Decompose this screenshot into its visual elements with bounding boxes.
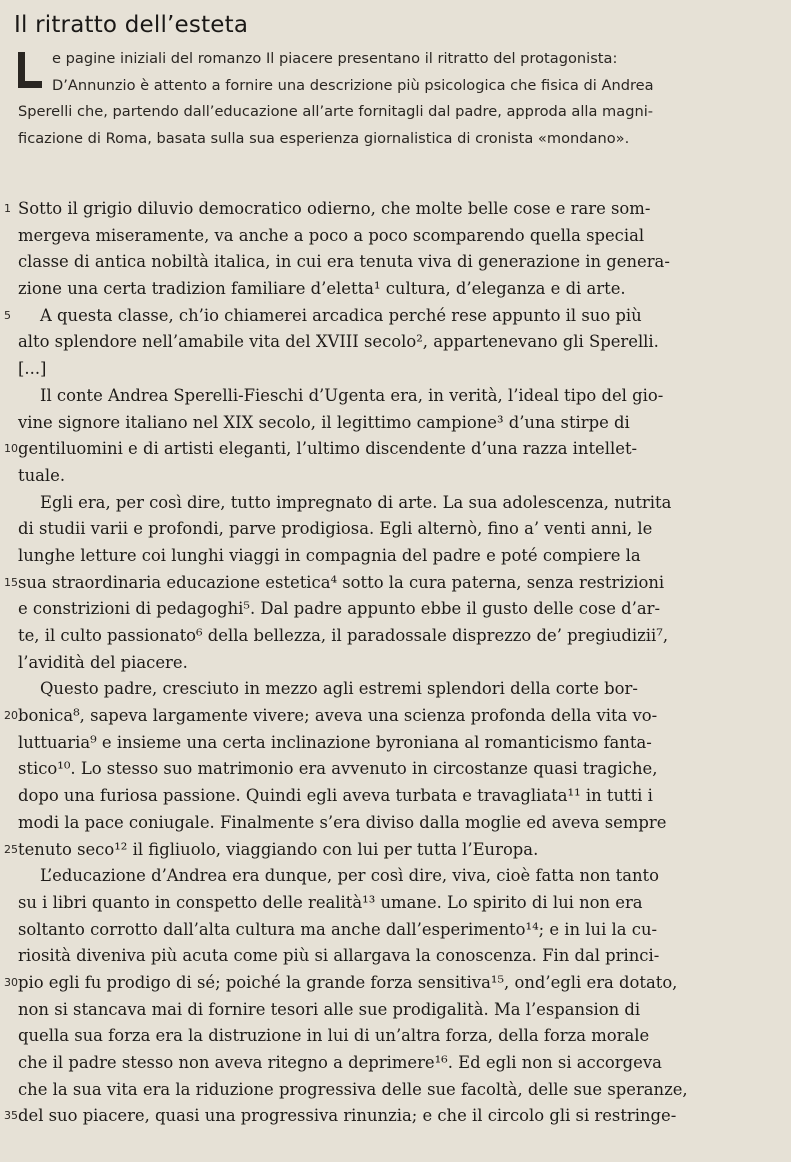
text-line bbox=[4, 436, 770, 463]
text-line bbox=[18, 223, 770, 250]
line-text: e constrizioni di pedagoghi⁵. Dal padre appunto ebbe il gusto delle cose d’ar- bbox=[18, 599, 661, 619]
line-text: pio egli fu prodigo di sé; poiché la grande forza sensitiva¹⁵, ond’egli era dotato, bbox=[18, 972, 678, 992]
text-line bbox=[18, 490, 770, 517]
text-line bbox=[18, 410, 770, 437]
line-text: stico¹⁰. Lo stesso suo matrimonio era avvenuto in circostanze quasi tragiche, bbox=[18, 759, 658, 779]
line-text: non si stancava mai di fornire tesori alle sue prodigalità. Ma l’espansion di bbox=[18, 999, 641, 1019]
line-text: A questa classe, ch’io chiamerei arcadica perché rese appunto il suo più bbox=[40, 305, 642, 325]
text-line bbox=[18, 463, 770, 490]
line-text: Egli era, per così dire, tutto impregnato di arte. La sua adolescenza, nutrita bbox=[40, 492, 672, 512]
line-number: 15 bbox=[4, 575, 18, 589]
text-line bbox=[4, 570, 770, 597]
page-title: Il ritratto dell’esteta bbox=[14, 12, 249, 38]
line-text: zione una certa tradizion familiare d’eletta¹ cultura, d’eleganza e di arte. bbox=[18, 279, 626, 299]
text-line bbox=[18, 249, 770, 276]
line-text: di studii varii e profondi, parve prodigiosa. Egli alternò, fino a’ venti anni, le bbox=[18, 519, 653, 539]
novel-excerpt bbox=[4, 196, 770, 1130]
text-line bbox=[18, 863, 770, 890]
text-line bbox=[18, 810, 770, 837]
text-line bbox=[4, 837, 770, 864]
intro-line: ficazione di Roma, basata sulla sua esperienza giornalistica di cronista «mondano». bbox=[18, 129, 630, 147]
line-text: [...] bbox=[18, 359, 47, 379]
line-text: che la sua vita era la riduzione progressiva delle sue facoltà, delle sue speranze, bbox=[18, 1079, 688, 1099]
text-line bbox=[18, 756, 770, 783]
text-line bbox=[18, 1023, 770, 1050]
text-line bbox=[18, 730, 770, 757]
line-text: del suo piacere, quasi una progressiva rinunzia; e che il circolo gli si restringe- bbox=[18, 1106, 677, 1126]
line-text: sua straordinaria educazione estetica⁴ sotto la cura paterna, senza restrizioni bbox=[18, 572, 665, 592]
text-line bbox=[4, 1103, 770, 1130]
text-line bbox=[18, 1077, 770, 1104]
text-line bbox=[18, 276, 770, 303]
line-number: 5 bbox=[4, 308, 11, 322]
line-text: mergeva miseramente, va anche a poco a poco scomparendo quella special bbox=[18, 225, 645, 245]
line-text: riosità diveniva più acuta come più si allargava la conoscenza. Fin dal princi- bbox=[18, 946, 660, 966]
text-line bbox=[18, 997, 770, 1024]
intro-line: D’Annunzio è attento a fornire una descrizione più psicologica che fisica di Andrea bbox=[52, 76, 654, 94]
line-text: l’avidità del piacere. bbox=[18, 652, 188, 672]
line-text: soltanto corrotto dall’alta cultura ma anche dall’esperimento¹⁴; e in lui la cu- bbox=[18, 919, 658, 939]
line-text: Sotto il grigio diluvio democratico odierno, che molte belle cose e rare som- bbox=[18, 199, 651, 218]
line-text: Il conte Andrea Sperelli-Fieschi d’Ugenta era, in verità, l’ideal tipo del gio- bbox=[40, 385, 664, 405]
text-line bbox=[18, 596, 770, 623]
text-line bbox=[18, 943, 770, 970]
text-line bbox=[18, 783, 770, 810]
text-line bbox=[18, 329, 770, 356]
line-text: tuale. bbox=[18, 465, 66, 485]
line-text: che il padre stesso non aveva ritegno a deprimere¹⁶. Ed egli non si accorgeva bbox=[18, 1053, 662, 1072]
line-text: su i libri quanto in conspetto delle realità¹³ umane. Lo spirito di lui non era bbox=[18, 892, 643, 912]
text-line bbox=[18, 383, 770, 410]
text-line bbox=[4, 303, 770, 330]
line-number: 30 bbox=[4, 975, 18, 989]
line-text: te, il culto passionato⁶ della bellezza, il paradossale disprezzo de’ pregiudizii⁷, bbox=[18, 626, 669, 645]
line-text: modi la pace coniugale. Finalmente s’era diviso dalla moglie ed aveva sempre bbox=[18, 812, 667, 832]
line-text: alto splendore nell’amabile vita del XVIII secolo², appartenevano gli Sperelli. bbox=[18, 332, 659, 352]
text-line bbox=[18, 543, 770, 570]
text-line bbox=[18, 623, 770, 650]
line-text: classe di antica nobiltà italica, in cui era tenuta viva di generazione in genera- bbox=[18, 252, 670, 272]
line-number: 1 bbox=[4, 202, 11, 215]
line-number: 20 bbox=[4, 709, 18, 723]
line-text: bonica⁸, sapeva largamente vivere; aveva una scienza profonda della vita vo- bbox=[18, 706, 658, 726]
text-line bbox=[4, 970, 770, 997]
text-line bbox=[18, 676, 770, 703]
line-text: tenuto seco¹² il figliuolo, viaggiando con lui per tutta l’Europa. bbox=[18, 839, 539, 859]
text-line bbox=[18, 516, 770, 543]
line-text: gentiluomini e di artisti eleganti, l’ultimo discendente d’una razza intellet- bbox=[18, 439, 638, 459]
text-line bbox=[18, 890, 770, 917]
line-text: L’educazione d’Andrea era dunque, per così dire, viva, cioè fatta non tanto bbox=[40, 866, 660, 886]
intro-box bbox=[18, 46, 780, 152]
text-line bbox=[18, 917, 770, 944]
text-line bbox=[18, 356, 770, 383]
line-text: dopo una furiosa passione. Quindi egli aveva turbata e travagliata¹¹ in tutti i bbox=[18, 786, 653, 806]
text-line bbox=[18, 1050, 770, 1077]
line-text: quella sua forza era la distruzione in lui di un’altra forza, della forza morale bbox=[18, 1026, 650, 1046]
line-text: vine signore italiano nel XIX secolo, il legittimo campione³ d’una stirpe di bbox=[18, 412, 630, 432]
text-line bbox=[4, 196, 770, 223]
line-text: luttuaria⁹ e insieme una certa inclinazione byroniana al romanticismo fanta- bbox=[18, 732, 652, 752]
line-number: 35 bbox=[4, 1109, 18, 1123]
line-text: lunghe letture coi lunghi viaggi in compagnia del padre e poté compiere la bbox=[18, 545, 641, 565]
intro-line: Sperelli che, partendo dall’educazione all’arte fornitagli dal padre, approda alla magni- bbox=[18, 103, 654, 120]
text-line bbox=[4, 703, 770, 730]
line-text: Questo padre, cresciuto in mezzo agli estremi splendori della corte bor- bbox=[40, 679, 638, 699]
intro-line: e pagine iniziali del romanzo Il piacere presentano il ritratto del protagonista: bbox=[52, 50, 618, 67]
line-number: 10 bbox=[4, 442, 18, 456]
text-line bbox=[18, 650, 770, 677]
line-number: 25 bbox=[4, 842, 18, 856]
